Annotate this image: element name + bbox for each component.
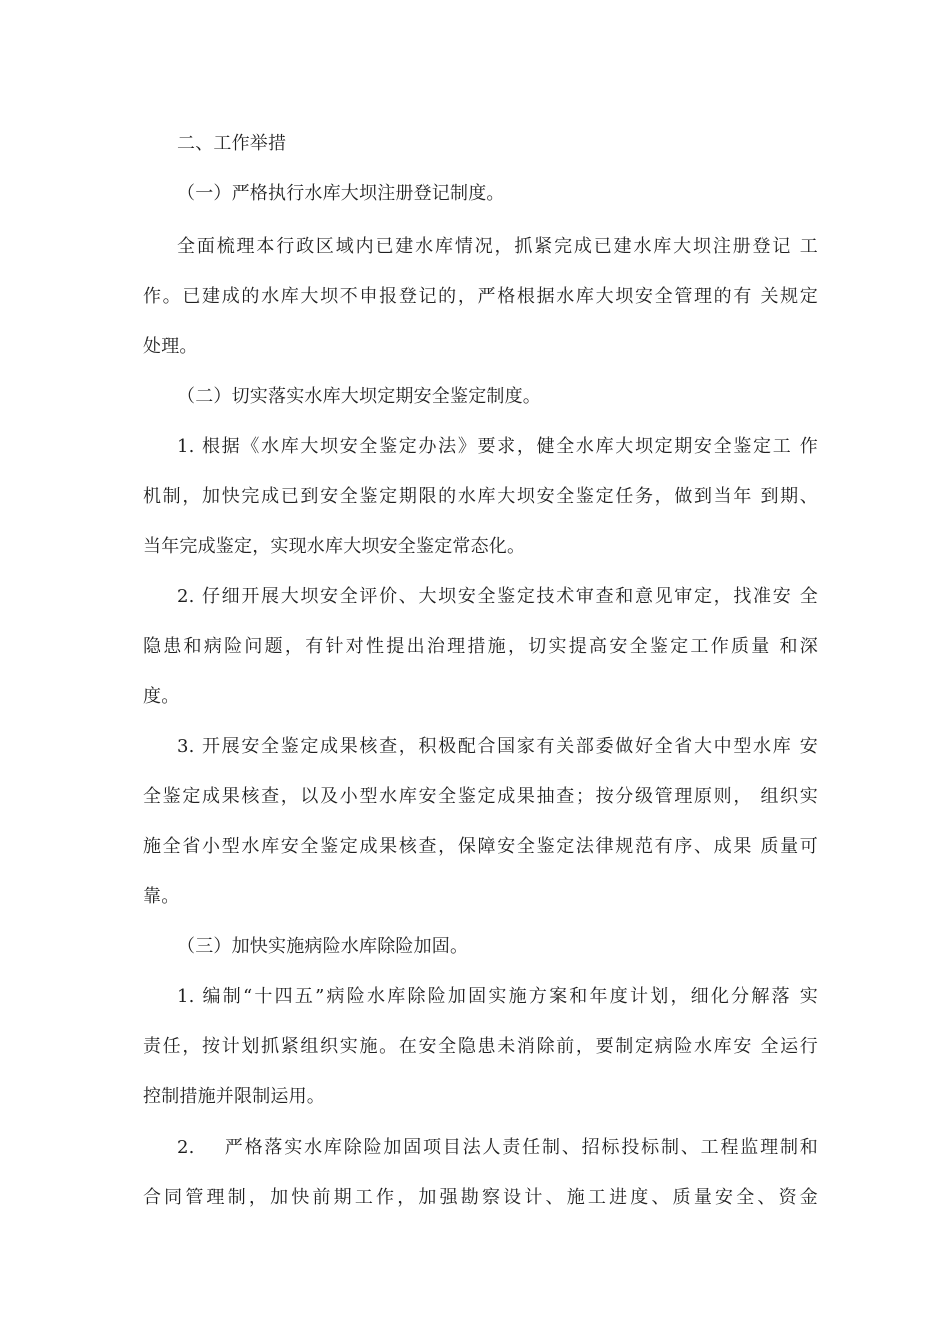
paragraph-line: 隐患和病险问题，有针对性提出治理措施，切实提高安全鉴定工作质量 和深	[143, 636, 818, 657]
paragraph-line: 责任，按计划抓紧组织实施。在安全隐患未消除前，要制定病险水库安 全运行	[143, 1036, 818, 1057]
paragraph-line: 作。已建成的水库大坝不申报登记的，严格根据水库大坝安全管理的有 关规定	[143, 286, 818, 307]
subsection-heading-2: （二）切实落实水库大坝定期安全鉴定制度。	[177, 386, 541, 407]
subsection-heading-3: （三）加快实施病险水库除险加固。	[177, 936, 469, 957]
paragraph-line: 度。	[143, 686, 180, 707]
subsection-heading-1: （一）严格执行水库大坝注册登记制度。	[177, 183, 505, 204]
paragraph-line: 施全省小型水库安全鉴定成果核查，保障安全鉴定法律规范有序、成果 质量可	[143, 836, 818, 857]
paragraph-line: 3. 开展安全鉴定成果核查，积极配合国家有关部委做好全省大中型水库 安	[177, 736, 818, 757]
paragraph-line: 2. 严格落实水库除险加固项目法人责任制、招标投标制、工程监理制和	[177, 1137, 818, 1158]
paragraph-line: 1. 编制“十四五”病险水库除险加固实施方案和年度计划，细化分解落 实	[177, 986, 818, 1007]
paragraph-line: 1. 根据《水库大坝安全鉴定办法》要求，健全水库大坝定期安全鉴定工 作	[177, 436, 818, 457]
paragraph-line: 控制措施并限制运用。	[143, 1086, 325, 1107]
paragraph-line: 当年完成鉴定，实现水库大坝安全鉴定常态化。	[143, 536, 526, 557]
paragraph-line: 2. 仔细开展大坝安全评价、大坝安全鉴定技术审查和意见审定，找准安 全	[177, 586, 818, 607]
paragraph-line: 处理。	[143, 336, 198, 357]
paragraph-line: 全鉴定成果核查，以及小型水库安全鉴定成果抽查；按分级管理原则， 组织实	[143, 786, 818, 807]
section-heading: 二、工作举措	[177, 133, 287, 154]
paragraph-line: 机制，加快完成已到安全鉴定期限的水库大坝安全鉴定任务，做到当年 到期、	[143, 486, 818, 507]
paragraph-line: 靠。	[143, 886, 180, 907]
paragraph-line: 全面梳理本行政区域内已建水库情况，抓紧完成已建水库大坝注册登记 工	[177, 236, 818, 257]
paragraph-line: 合同管理制，加快前期工作，加强勘察设计、施工进度、质量安全、资金	[143, 1187, 818, 1208]
